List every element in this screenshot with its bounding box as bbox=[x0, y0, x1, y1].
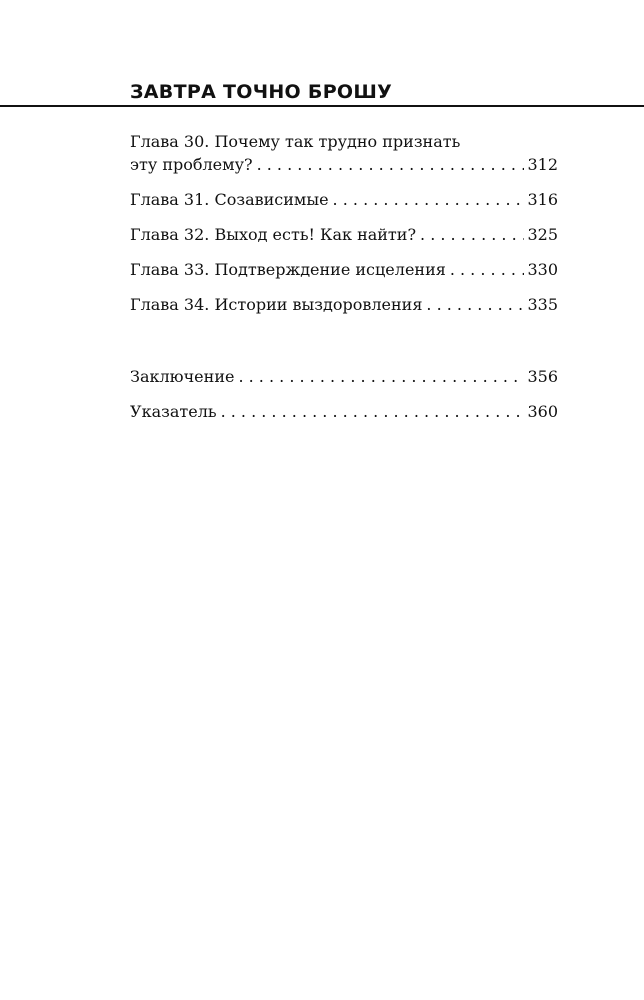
dot-leader bbox=[450, 258, 525, 281]
dot-leader bbox=[420, 223, 524, 246]
toc-entry-conclusion[interactable] bbox=[130, 365, 558, 388]
toc-entry-chapter-30[interactable] bbox=[130, 130, 558, 176]
dot-leader bbox=[426, 293, 524, 316]
dot-leader bbox=[238, 365, 524, 388]
toc-entry-page: 330 bbox=[527, 260, 558, 279]
toc-entry-chapter-32[interactable] bbox=[130, 223, 558, 246]
toc-entry-page: 356 bbox=[527, 367, 558, 386]
toc-entry-title-line: Глава 30. Почему так трудно признать bbox=[130, 132, 461, 151]
toc-entry-title: Глава 33. Подтверждение исцеления bbox=[130, 260, 446, 279]
toc-entry-page: 335 bbox=[527, 295, 558, 314]
toc-entry-title: Указатель bbox=[130, 402, 217, 421]
toc-entry-page: 360 bbox=[527, 402, 558, 421]
header-rule bbox=[0, 105, 644, 107]
dot-leader bbox=[221, 400, 525, 423]
toc-chapters bbox=[130, 130, 558, 328]
toc-entry-index[interactable] bbox=[130, 400, 558, 423]
toc-entry-title: Глава 34. Истории выздоровления bbox=[130, 295, 423, 314]
dot-leader bbox=[257, 153, 525, 176]
running-head-title: ЗАВТРА ТОЧНО БРОШУ bbox=[130, 81, 393, 103]
toc-entry-page: 312 bbox=[527, 155, 558, 174]
dot-leader bbox=[333, 188, 525, 211]
toc-back-matter bbox=[130, 365, 558, 435]
toc-entry-title: Глава 31. Созависимые bbox=[130, 190, 329, 209]
toc-entry-title: эту проблему? bbox=[130, 155, 253, 174]
toc-entry-title: Глава 32. Выход есть! Как найти? bbox=[130, 225, 417, 244]
toc-entry-chapter-34[interactable] bbox=[130, 293, 558, 316]
toc-entry-chapter-33[interactable] bbox=[130, 258, 558, 281]
toc-entry-chapter-31[interactable] bbox=[130, 188, 558, 211]
toc-entry-page: 316 bbox=[527, 190, 558, 209]
toc-entry-title: Заключение bbox=[130, 367, 235, 386]
toc-entry-page: 325 bbox=[527, 225, 558, 244]
